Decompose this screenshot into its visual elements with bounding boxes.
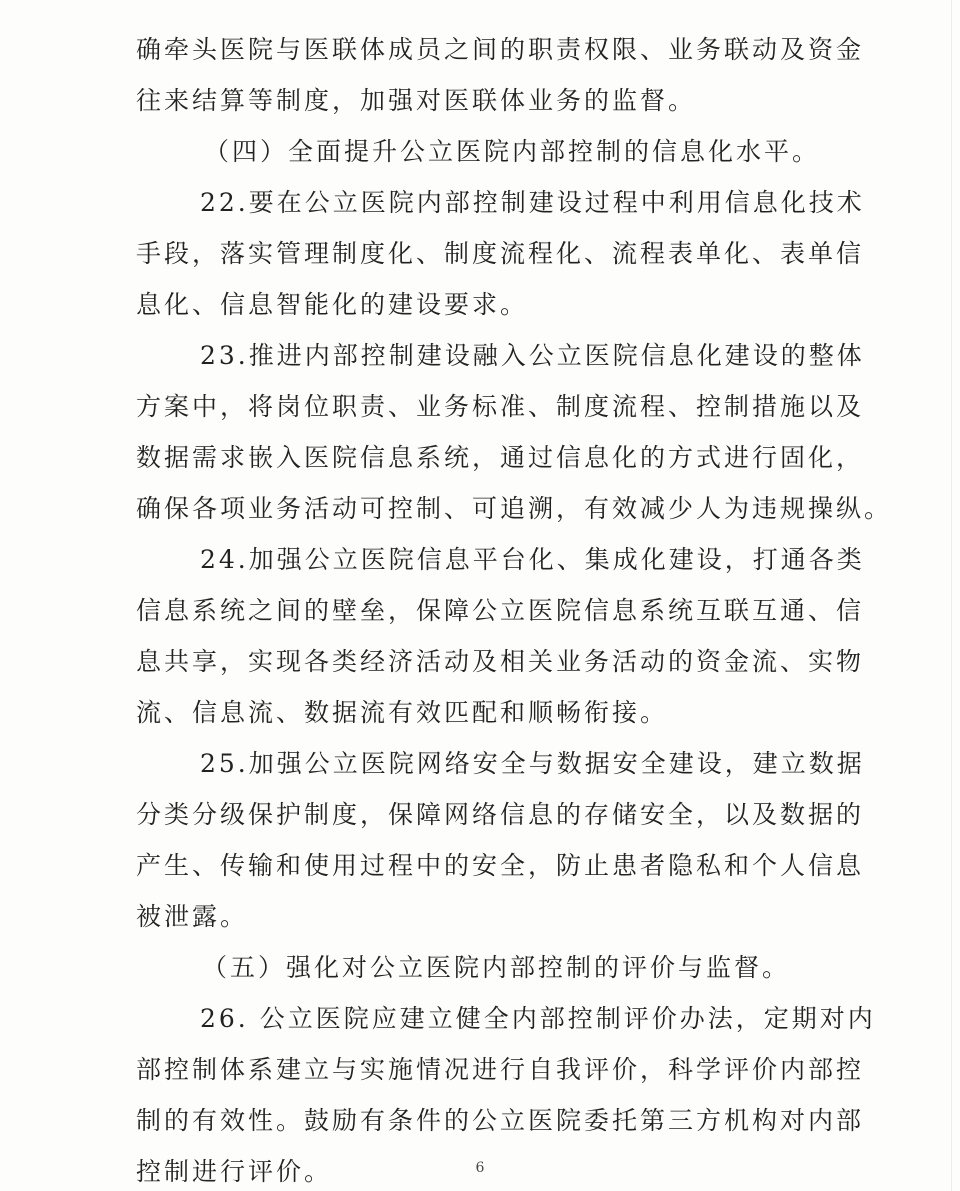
text-line: 往来结算等制度，加强对医联体业务的监督。	[136, 86, 697, 115]
text-line: 23.推进内部控制建设融入公立医院信息化建设的整体	[200, 341, 865, 370]
text-line: 被泄露。	[136, 902, 249, 931]
text-line: 部控制体系建立与实施情况进行自我评价，科学评价内部控	[136, 1055, 865, 1084]
text-line: 25.加强公立医院网络安全与数据安全建设，建立数据	[200, 749, 865, 778]
text-line: 确保各项业务活动可控制、可追溯，有效减少人为违规操纵。	[136, 494, 893, 523]
text-line: 控制进行评价。	[136, 1157, 333, 1186]
section-heading: （四）全面提升公立医院内部控制的信息化水平。	[204, 137, 821, 166]
text-line: 分类分级保护制度，保障网络信息的存储安全，以及数据的	[136, 800, 865, 829]
section-heading: （五）强化对公立医院内部控制的评价与监督。	[202, 953, 791, 982]
text-line: 制的有效性。鼓励有条件的公立医院委托第三方机构对内部	[136, 1106, 865, 1135]
text-line: 产生、传输和使用过程中的安全，防止患者隐私和个人信息	[136, 851, 865, 880]
text-line: 22.要在公立医院内部控制建设过程中利用信息化技术	[200, 188, 865, 217]
scan-edge-line	[951, 0, 952, 1191]
text-line: 确牵头医院与医联体成员之间的职责权限、业务联动及资金	[136, 35, 865, 64]
text-line: 24.加强公立医院信息平台化、集成化建设，打通各类	[200, 545, 865, 574]
text-line: 26. 公立医院应建立健全内部控制评价办法，定期对内	[200, 1004, 876, 1033]
text-line: 息化、信息智能化的建设要求。	[136, 290, 529, 319]
text-line: 信息系统之间的壁垒，保障公立医院信息系统互联互通、信	[136, 596, 865, 625]
text-line: 手段，落实管理制度化、制度流程化、流程表单化、表单信	[136, 239, 865, 268]
text-line: 数据需求嵌入医院信息系统，通过信息化的方式进行固化，	[136, 443, 865, 472]
text-line: 流、信息流、数据流有效匹配和顺畅衔接。	[136, 698, 669, 727]
text-line: 方案中，将岗位职责、业务标准、制度流程、控制措施以及	[136, 392, 865, 421]
page-number: 6	[475, 1160, 485, 1176]
text-line: 息共享，实现各类经济活动及相关业务活动的资金流、实物	[136, 647, 865, 676]
